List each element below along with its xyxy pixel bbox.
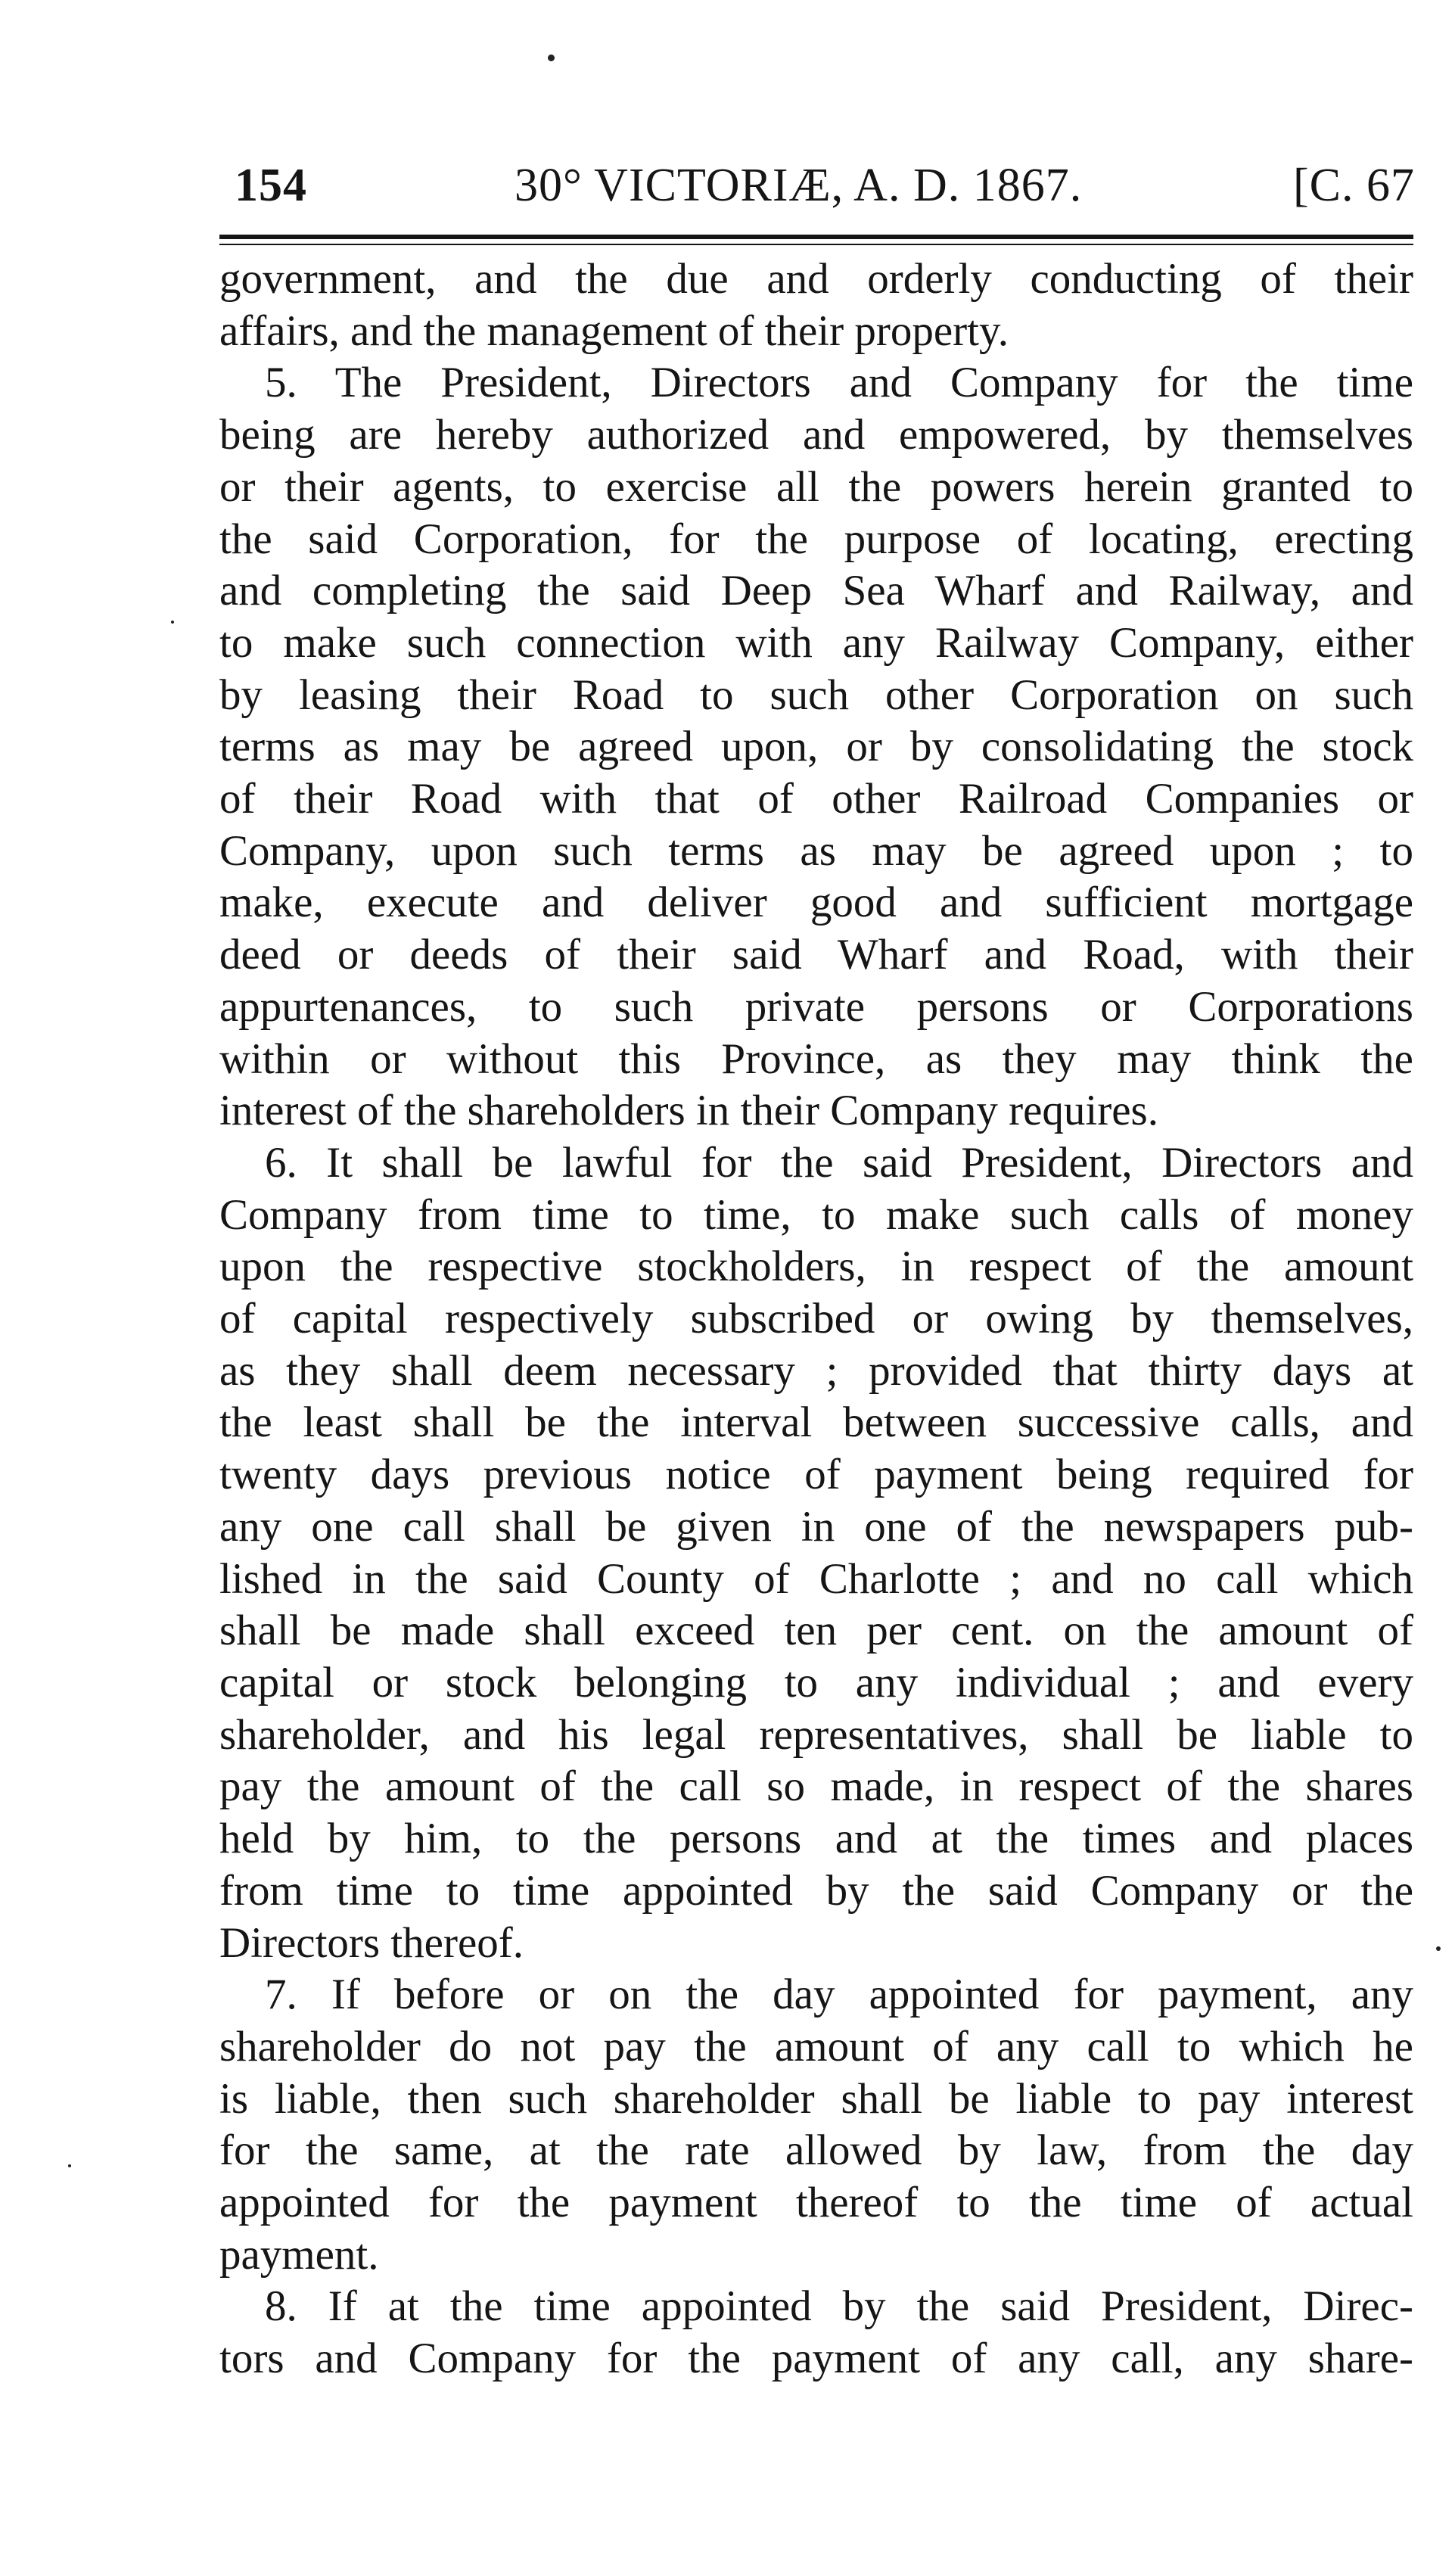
- scan-speck: [171, 621, 174, 624]
- text-line: from time to time appointed by the said Company or the: [219, 1866, 1413, 1915]
- text-line: 6. It shall be lawful for the said President, Directors and: [265, 1138, 1413, 1187]
- text-line: or their agents, to exercise all the powers herein granted to: [219, 462, 1413, 511]
- paragraph: [219, 2281, 1413, 2385]
- text-line: payment.: [219, 2230, 379, 2279]
- text-line: by leasing their Road to such other Corporation on such: [219, 670, 1413, 719]
- text-line: shall be made shall exceed ten per cent. on the amount of: [219, 1607, 1413, 1655]
- text-line: appurtenances, to such private persons or Corporations: [219, 982, 1413, 1031]
- text-line: of their Road with that of other Railroad Companies or: [219, 775, 1413, 823]
- text-line: capital or stock belonging to any individual ; and every: [219, 1658, 1413, 1706]
- text-line: shareholder do not pay the amount of any call to which he: [219, 2022, 1413, 2070]
- paragraph: [219, 254, 1413, 357]
- text-line: held by him, to the persons and at the times and places: [219, 1815, 1413, 1863]
- text-line: shareholder, and his legal representatives, shall be liable to: [219, 1710, 1413, 1759]
- text-line: of capital respectively subscribed or owing by themselves,: [219, 1295, 1413, 1343]
- text-line: as they shall deem necessary ; provided that thirty days at: [219, 1346, 1413, 1395]
- paragraph: [219, 1137, 1413, 1969]
- scan-speck: [1436, 1946, 1441, 1951]
- text-line: any one call shall be given in one of the newspapers pub-: [219, 1502, 1413, 1551]
- text-line: interest of the shareholders in their Company requires.: [219, 1087, 1158, 1135]
- text-line: Company from time to time, to make such calls of money: [219, 1190, 1413, 1239]
- text-line: upon the respective stockholders, in respect of the amount: [219, 1243, 1413, 1291]
- text-line: deed or deeds of their said Wharf and Road, with their: [219, 931, 1413, 979]
- scan-speck: [548, 54, 555, 61]
- text-line: pay the amount of the call so made, in respect of the shares: [219, 1762, 1413, 1811]
- chapter-reference: [C. 67: [1293, 160, 1415, 211]
- running-title: 30° VICTORIÆ, A. D. 1867.: [515, 160, 1083, 211]
- text-line: make, execute and deliver good and sufficient mortgage: [219, 879, 1413, 927]
- text-line: is liable, then such shareholder shall be liable to pay interest: [219, 2074, 1413, 2123]
- text-line: appointed for the payment thereof to the time of actual: [219, 2179, 1413, 2227]
- scan-speck: [68, 2164, 71, 2167]
- text-line: for the same, at the rate allowed by law, from the day: [219, 2126, 1413, 2175]
- text-line: tors and Company for the payment of any call, any share-: [219, 2335, 1413, 2383]
- text-line: the said Corporation, for the purpose of locating, erecting: [219, 515, 1413, 563]
- text-line: lished in the said County of Charlotte ; and no call which: [219, 1554, 1413, 1603]
- text-line: affairs, and the management of their property.: [219, 306, 1009, 355]
- text-line: Directors thereof.: [219, 1918, 524, 1967]
- running-header: [204, 151, 1415, 219]
- paragraph: [219, 357, 1413, 1137]
- body-text: [219, 254, 1413, 2385]
- text-line: within or without this Province, as they may think the: [219, 1034, 1413, 1083]
- text-line: terms as may be agreed upon, or by consolidating the stock: [219, 723, 1413, 771]
- text-line: 5. The President, Directors and Company for the time: [265, 359, 1413, 407]
- header-rule-thin: [219, 244, 1413, 245]
- text-line: to make such connection with any Railway Company, either: [219, 618, 1413, 667]
- paragraph: [219, 1969, 1413, 2281]
- text-line: being are hereby authorized and empowered, by themselves: [219, 411, 1413, 459]
- text-line: 7. If before or on the day appointed for payment, any: [265, 1971, 1413, 2019]
- page-number: 154: [235, 160, 307, 211]
- header-rule-thick: [219, 235, 1413, 239]
- text-line: twenty days previous notice of payment being required for: [219, 1451, 1413, 1499]
- text-line: the least shall be the interval between successive calls, and: [219, 1398, 1413, 1447]
- text-line: government, and the due and orderly conducting of their: [219, 255, 1413, 303]
- text-line: and completing the said Deep Sea Wharf and Railway, and: [219, 567, 1413, 615]
- text-line: Company, upon such terms as may be agreed upon ; to: [219, 826, 1413, 875]
- text-line: 8. If at the time appointed by the said President, Direc-: [265, 2282, 1413, 2331]
